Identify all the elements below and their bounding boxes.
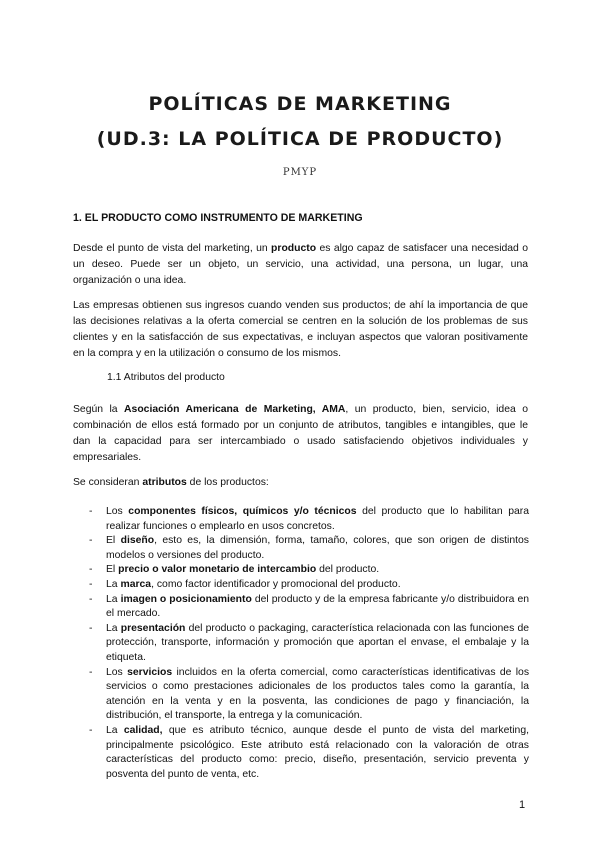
list-text: La bbox=[106, 593, 121, 605]
list-text: , esto es, la dimensión, forma, tamaño, colores, que son origen de distintos modelos o versiones del producto. bbox=[106, 535, 529, 561]
bold-term: diseño bbox=[120, 535, 155, 547]
paragraph-text: Desde el punto de vista del marketing, un bbox=[73, 243, 272, 254]
list-dash: - bbox=[89, 535, 93, 547]
list-text: La bbox=[106, 578, 121, 590]
list-text: Los bbox=[106, 506, 129, 517]
bold-term: componentes físicos, químicos y/o técnicos bbox=[128, 506, 357, 517]
list-text: del producto o packaging, característica relacionada con las funciones de protección, transporte, información y promoción que aportan el envase, el embalaje y la etiqueta. bbox=[106, 622, 529, 663]
paragraph-attributes-intro bbox=[73, 475, 528, 491]
list-item bbox=[89, 578, 529, 593]
list-text: del producto y de la empresa fabricante y/o distribuidora en el mercado. bbox=[106, 593, 530, 620]
list-text: Los bbox=[106, 666, 128, 678]
list-text: La bbox=[106, 724, 124, 736]
page-number: 1 bbox=[519, 799, 526, 811]
document-title-line-2: (UD.3: LA POLÍTICA DE PRODUCTO) bbox=[96, 128, 504, 150]
list-text: La bbox=[106, 622, 121, 634]
bold-term: marca bbox=[120, 578, 152, 590]
list-text: incluidos en la oferta comercial, como características identificativas de los servicios o como prestaciones adicionales de los productos tales como la garantía, la atención en la venta y en la posventa, las condiciones de pago y financiación, la distribución, el transporte, la entrega y la comunicación. bbox=[106, 666, 530, 722]
list-item bbox=[89, 593, 529, 622]
bold-term: presentación bbox=[120, 622, 186, 634]
list-dash: - bbox=[89, 506, 93, 517]
bold-term: imagen o posicionamiento bbox=[120, 593, 252, 605]
attributes-list bbox=[89, 505, 529, 782]
list-dash: - bbox=[89, 622, 93, 634]
paragraph-text: Se consideran bbox=[73, 477, 143, 488]
list-text: El bbox=[106, 564, 119, 576]
list-dash: - bbox=[89, 578, 93, 590]
section-heading: 1. EL PRODUCTO COMO INSTRUMENTO DE MARKETING bbox=[73, 212, 363, 224]
list-dash: - bbox=[89, 724, 93, 736]
bold-term: atributos bbox=[142, 477, 187, 488]
list-item bbox=[89, 622, 529, 666]
list-dash: - bbox=[89, 666, 93, 678]
list-item bbox=[89, 505, 529, 534]
list-item bbox=[89, 666, 529, 724]
list-text: , como factor identificador y promocional del producto. bbox=[151, 578, 401, 590]
paragraph-ama bbox=[73, 402, 528, 466]
paragraph-income: Las empresas obtienen sus ingresos cuando venden sus productos; de ahí la importancia de que las decisiones relativas a la oferta comercial se centren en la solución de los problemas de sus clientes y en la satisfacción de sus expectativas, e incluyan aspectos que valoran positivamente en la compra y en la utilización o consumo de los mismos. bbox=[73, 300, 528, 359]
list-text: del producto que lo habilitan para realizar funciones o emplearlo en usos concretos. bbox=[106, 506, 530, 532]
list-text: El bbox=[106, 535, 121, 547]
document-subtitle: PMYP bbox=[282, 167, 318, 178]
list-item bbox=[89, 563, 529, 578]
list-dash: - bbox=[89, 593, 93, 605]
list-text: que es atributo técnico, aunque desde el punto de vista del marketing, principalmente psicológico. Este atributo está relacionado con la valoración de otras características del producto como: precio, diseño, presentación, servicio preventa y posventa del punto de venta, etc. bbox=[106, 724, 529, 780]
bold-term: calidad, bbox=[123, 724, 163, 736]
list-dash: - bbox=[89, 564, 93, 576]
bold-term: servicios bbox=[127, 666, 173, 678]
list-item bbox=[89, 534, 529, 563]
document-title-line-1: POLÍTICAS DE MARKETING bbox=[148, 93, 452, 115]
list-item bbox=[89, 724, 529, 782]
paragraph-text: , un producto, bien, servicio, idea o combinación de ellos está formado por un conjunto de atributos, tangibles e intangibles, que le dan la capacidad para ser intercambiado o usado satisfaciendo objetivos individuales y empresariales. bbox=[73, 404, 528, 463]
bold-term: Asociación Americana de Marketing, AMA bbox=[124, 404, 346, 415]
paragraph-text: de los productos: bbox=[186, 477, 269, 488]
paragraph-definition bbox=[73, 241, 528, 289]
bold-term: precio o valor monetario de intercambio bbox=[118, 564, 317, 576]
subsection-heading: 1.1 Atributos del producto bbox=[107, 372, 225, 383]
paragraph-text: es algo capaz de satisfacer una necesidad o un deseo. Puede ser un objeto, un servicio, una actividad, una persona, un lugar, una organización o una idea. bbox=[73, 243, 528, 286]
bold-term: producto bbox=[271, 243, 317, 254]
paragraph-text: Según la bbox=[73, 404, 125, 415]
list-text: del producto. bbox=[316, 564, 380, 576]
